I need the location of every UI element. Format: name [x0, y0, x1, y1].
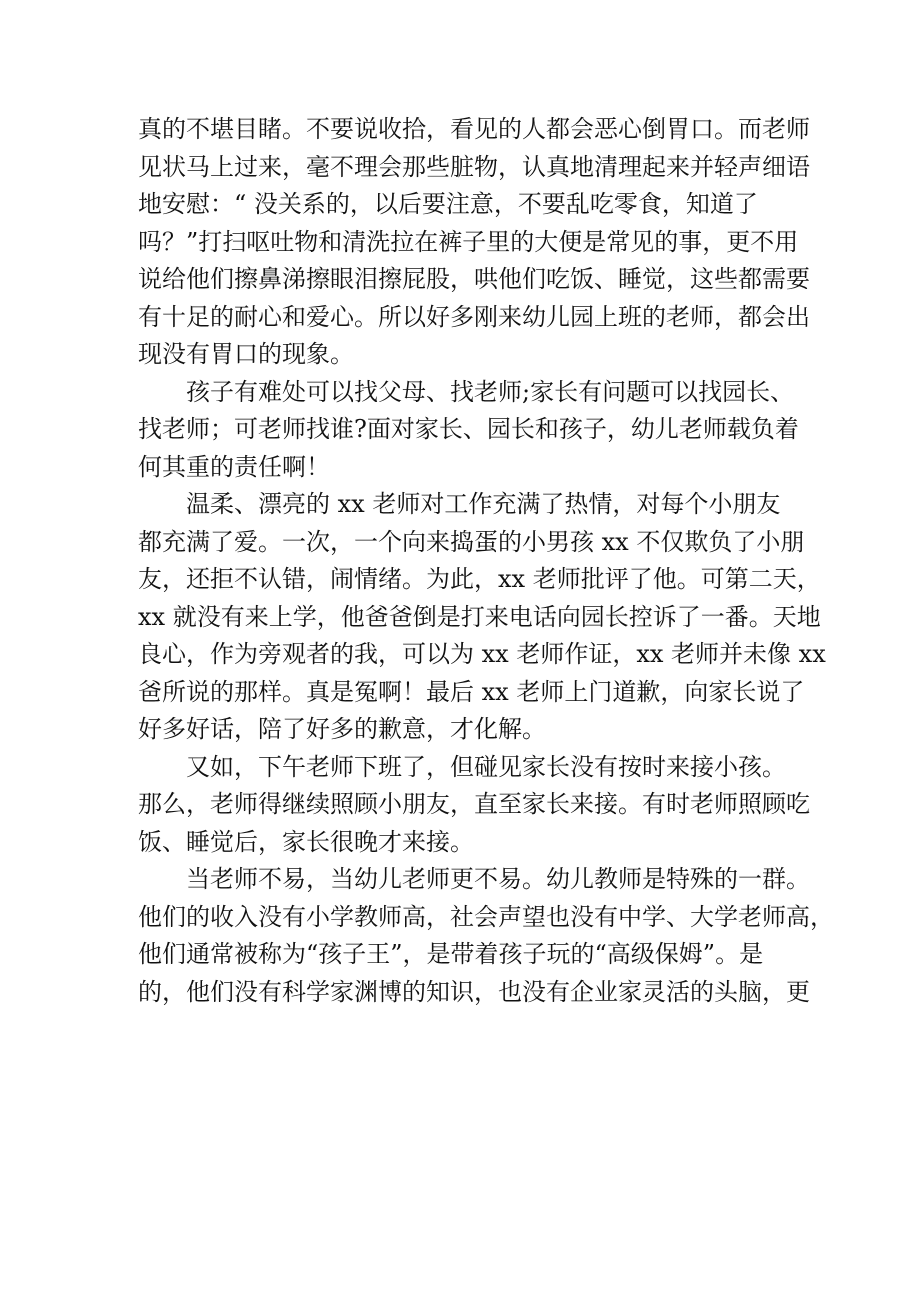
- text-line: 找老师；可老师找谁?面对家长、园长和孩子，幼儿老师载负着: [138, 415, 799, 443]
- text-line: 地安慰：“ 没关系的，以后要注意，不要乱吃零食，知道了: [138, 190, 758, 218]
- paragraph: [138, 374, 798, 487]
- text-line: 好多好话，陪了好多的歉意，才化解。: [138, 715, 546, 743]
- text-line: 饭、睡觉后，家长很晚才来接。: [138, 827, 474, 856]
- text-line: 孩子有难处可以找父母、找老师;家长有问题可以找园长、: [138, 377, 795, 406]
- text-line: 那么，老师得继续照顾小朋友，直至家长来接。有时老师照顾吃: [138, 790, 810, 818]
- text-line: 吗？”打扫呕吐物和清洗拉在裤子里的大便是常见的事，更不用: [138, 227, 799, 256]
- text-line: 真的不堪目睹。不要说收拾，看见的人都会恶心倒胃口。而老师: [138, 115, 810, 143]
- paragraph: [138, 861, 834, 1011]
- document-body: [138, 111, 834, 1011]
- paragraph: [138, 749, 810, 862]
- text-line: 都充满了爱。一次，一个向来捣蛋的小男孩 xx 不仅欺负了小朋: [138, 527, 805, 556]
- text-line: 何其重的责任啊！: [138, 452, 330, 481]
- text-line: 他们通常被称为“孩子王”，是带着孩子玩的“高级保姆”。是: [138, 940, 764, 968]
- text-line: 温柔、漂亮的 xx 老师对工作充满了热情，对每个小朋友: [138, 490, 781, 518]
- text-line: 又如，下午老师下班了，但碰见家长没有按时来接小孩。: [138, 752, 786, 781]
- text-line: 爸所说的那样。真是冤啊！最后 xx 老师上门道歉，向家长说了: [138, 677, 805, 706]
- text-line: 的，他们没有科学家渊博的知识，也没有企业家灵活的头脑，更: [138, 977, 810, 1006]
- text-line: 他们的收入没有小学教师高，社会声望也没有中学、大学老师高，: [138, 902, 834, 931]
- text-line: xx 就没有来上学，他爸爸倒是打来电话向园长控诉了一番。天地: [138, 602, 821, 631]
- text-line: 见状马上过来，毫不理会那些脏物，认真地清理起来并轻声细语: [138, 152, 810, 181]
- text-line: 良心，作为旁观者的我，可以为 xx 老师作证，xx 老师并未像 xx: [138, 640, 826, 668]
- text-line: 有十足的耐心和爱心。所以好多刚来幼儿园上班的老师，都会出: [138, 302, 810, 331]
- text-line: 当老师不易，当幼儿老师更不易。幼儿教师是特殊的一群。: [138, 865, 810, 893]
- paragraph: [138, 486, 826, 749]
- text-line: 友，还拒不认错，闹情绪。为此，xx 老师批评了他。可第二天，: [138, 565, 821, 593]
- paragraph: [138, 111, 810, 374]
- text-line: 说给他们擦鼻涕擦眼泪擦屁股，哄他们吃饭、睡觉，这些都需要: [138, 265, 810, 293]
- text-line: 现没有胃口的现象。: [138, 340, 354, 368]
